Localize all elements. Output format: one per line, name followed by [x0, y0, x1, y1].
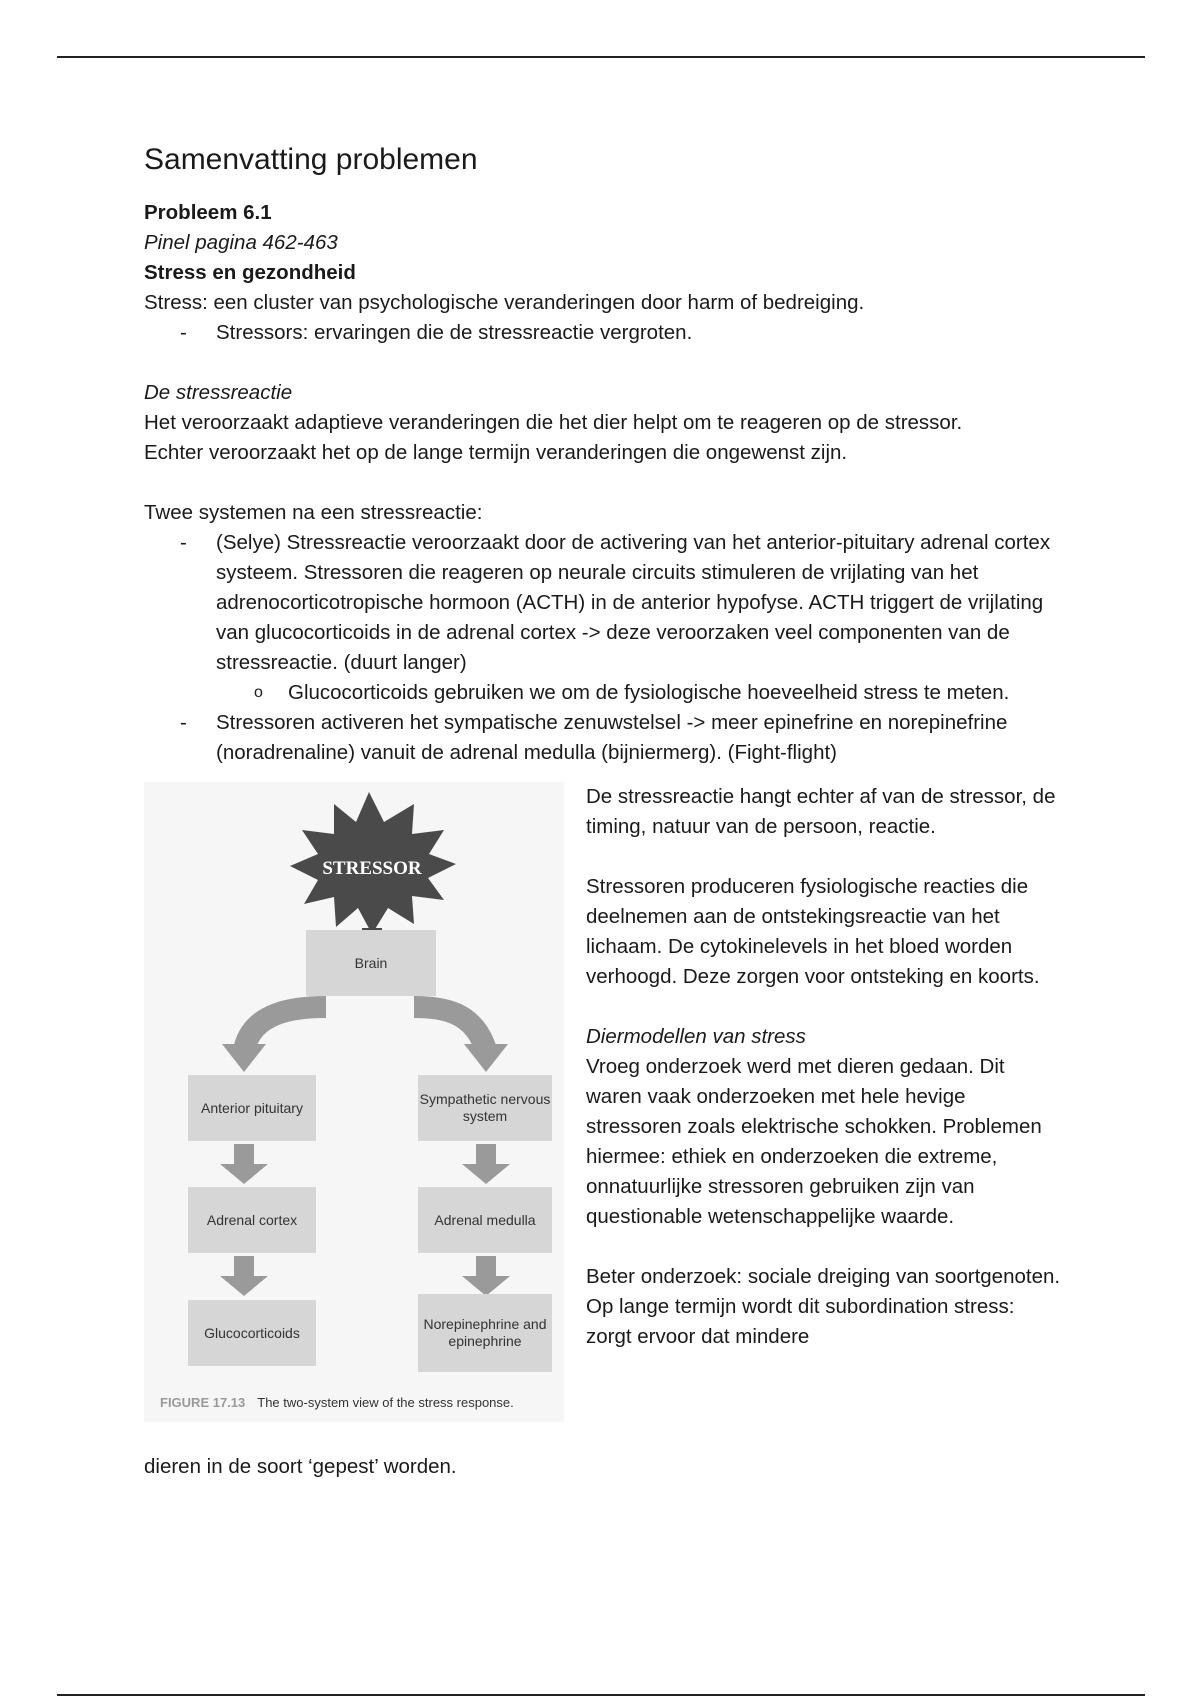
arrow-down-icon — [462, 1144, 510, 1184]
figure-caption — [160, 1388, 514, 1418]
circle-bullet-icon: o — [254, 684, 263, 701]
continued-line: dieren in de soort ‘gepest’ worden. — [144, 1455, 457, 1478]
adrenal-medulla-box: Adrenal medulla — [418, 1187, 552, 1253]
reaction-heading: De stressreactie — [144, 381, 293, 404]
glucocorticoids-box: Glucocorticoids — [188, 1300, 316, 1366]
stress-response-figure — [144, 782, 564, 1422]
figure-row — [144, 782, 1064, 1452]
arrow-head-right-icon — [464, 1044, 508, 1072]
list-item-sympathetic — [144, 708, 1064, 768]
arrow-head-left-icon — [222, 1044, 266, 1072]
arrow-down-icon — [220, 1144, 268, 1184]
list-item-text: Stressoren activeren het sympatische zenuwstelsel -> meer epinefrine en norepinefrine (noradrenaline) vanuit de adrenal medulla (bijniermerg). (Fight-flight) — [216, 711, 1008, 764]
list-item-selye — [144, 528, 1064, 678]
anterior-pituitary-box: Anterior pituitary — [188, 1075, 316, 1141]
arrow-split-left-icon — [244, 1007, 326, 1050]
arrow-down-icon — [462, 1256, 510, 1296]
sympathetic-box: Sympathetic nervous system — [418, 1075, 552, 1141]
sublist-item-text: Glucocorticoids gebruiken we om de fysiologische hoeveelheid stress te meten. — [288, 681, 1010, 704]
figure-number: FIGURE 17.13 — [160, 1395, 246, 1410]
adrenal-cortex-box: Adrenal cortex — [188, 1187, 316, 1253]
figure-caption-text: The two-system view of the stress response. — [257, 1395, 514, 1410]
dash-bullet-icon: - — [180, 321, 187, 344]
arrow-down-icon — [220, 1256, 268, 1296]
subsection-heading: Stress en gezondheid — [144, 261, 356, 284]
animal-models-heading: Diermodellen van stress — [586, 1025, 806, 1048]
side-paragraph-1: De stressreactie hangt echter af van de stressor, de timing, natuur van de persoon, reactie. — [586, 785, 1056, 838]
stress-definition: Stress: een cluster van psychologische veranderingen door harm of bedreiging. — [144, 291, 865, 314]
brain-box: Brain — [306, 930, 436, 996]
page-title: Samenvatting problemen — [144, 143, 478, 176]
side-paragraph-3: Vroeg onderzoek werd met dieren gedaan. Dit waren vaak onderzoeken met hele hevige stressoren zoals elektrische schokken. Problemen hiermee: ethiek en onderzoeken die extreme, onnatuurlijke stressoren gebruiken zijn van questionable wetenschappelijke waarde. — [586, 1055, 1042, 1228]
top-rule — [57, 56, 1145, 58]
reaction-line-2: Echter veroorzaakt het op de lange termijn veranderingen die ongewenst zijn. — [144, 441, 848, 464]
list-item-text: Stressors: ervaringen die de stressreactie vergroten. — [216, 321, 693, 344]
norepinephrine-box: Norepinephrine and epinephrine — [418, 1294, 552, 1372]
side-text-column — [586, 782, 1064, 1352]
document-body — [144, 140, 1064, 1482]
dash-bullet-icon: - — [180, 531, 187, 554]
dash-bullet-icon: - — [180, 711, 187, 734]
side-paragraph-2: Stressoren produceren fysiologische reacties die deelnemen aan de ontstekingsreactie van het lichaam. De cytokinelevels in het bloed worden verhoogd. Deze zorgen voor ontsteking en koorts. — [586, 875, 1040, 988]
source-reference: Pinel pagina 462-463 — [144, 231, 338, 254]
stressor-label: STRESSOR — [322, 858, 422, 879]
reaction-line-1: Het veroorzaakt adaptieve veranderingen die het dier helpt om te reageren op de stressor. — [144, 411, 963, 434]
side-paragraph-4: Beter onderzoek: sociale dreiging van soortgenoten. Op lange termijn wordt dit subordination stress: zorgt ervoor dat mindere — [586, 1265, 1061, 1348]
two-systems-intro: Twee systemen na een stressreactie: — [144, 501, 483, 524]
bottom-rule — [57, 1694, 1145, 1696]
section-heading: Probleem 6.1 — [144, 201, 272, 224]
arrow-split-right-icon — [414, 1007, 486, 1050]
list-item-text: (Selye) Stressreactie veroorzaakt door de activering van het anterior-pituitary adrenal cortex systeem. Stressoren die reageren op neurale circuits stimuleren de vrijlating van het adrenocorticotropische hormoon (ACTH) in de anterior hypofyse. ACTH triggert de vrijlating van glucocorticoids in de adrenal cortex -> deze veroorzaken veel componenten van de stressreactie. (duurt langer) — [216, 531, 1051, 674]
sublist-item-glucocorticoids — [144, 678, 1064, 708]
list-item-stressors — [144, 318, 1064, 348]
